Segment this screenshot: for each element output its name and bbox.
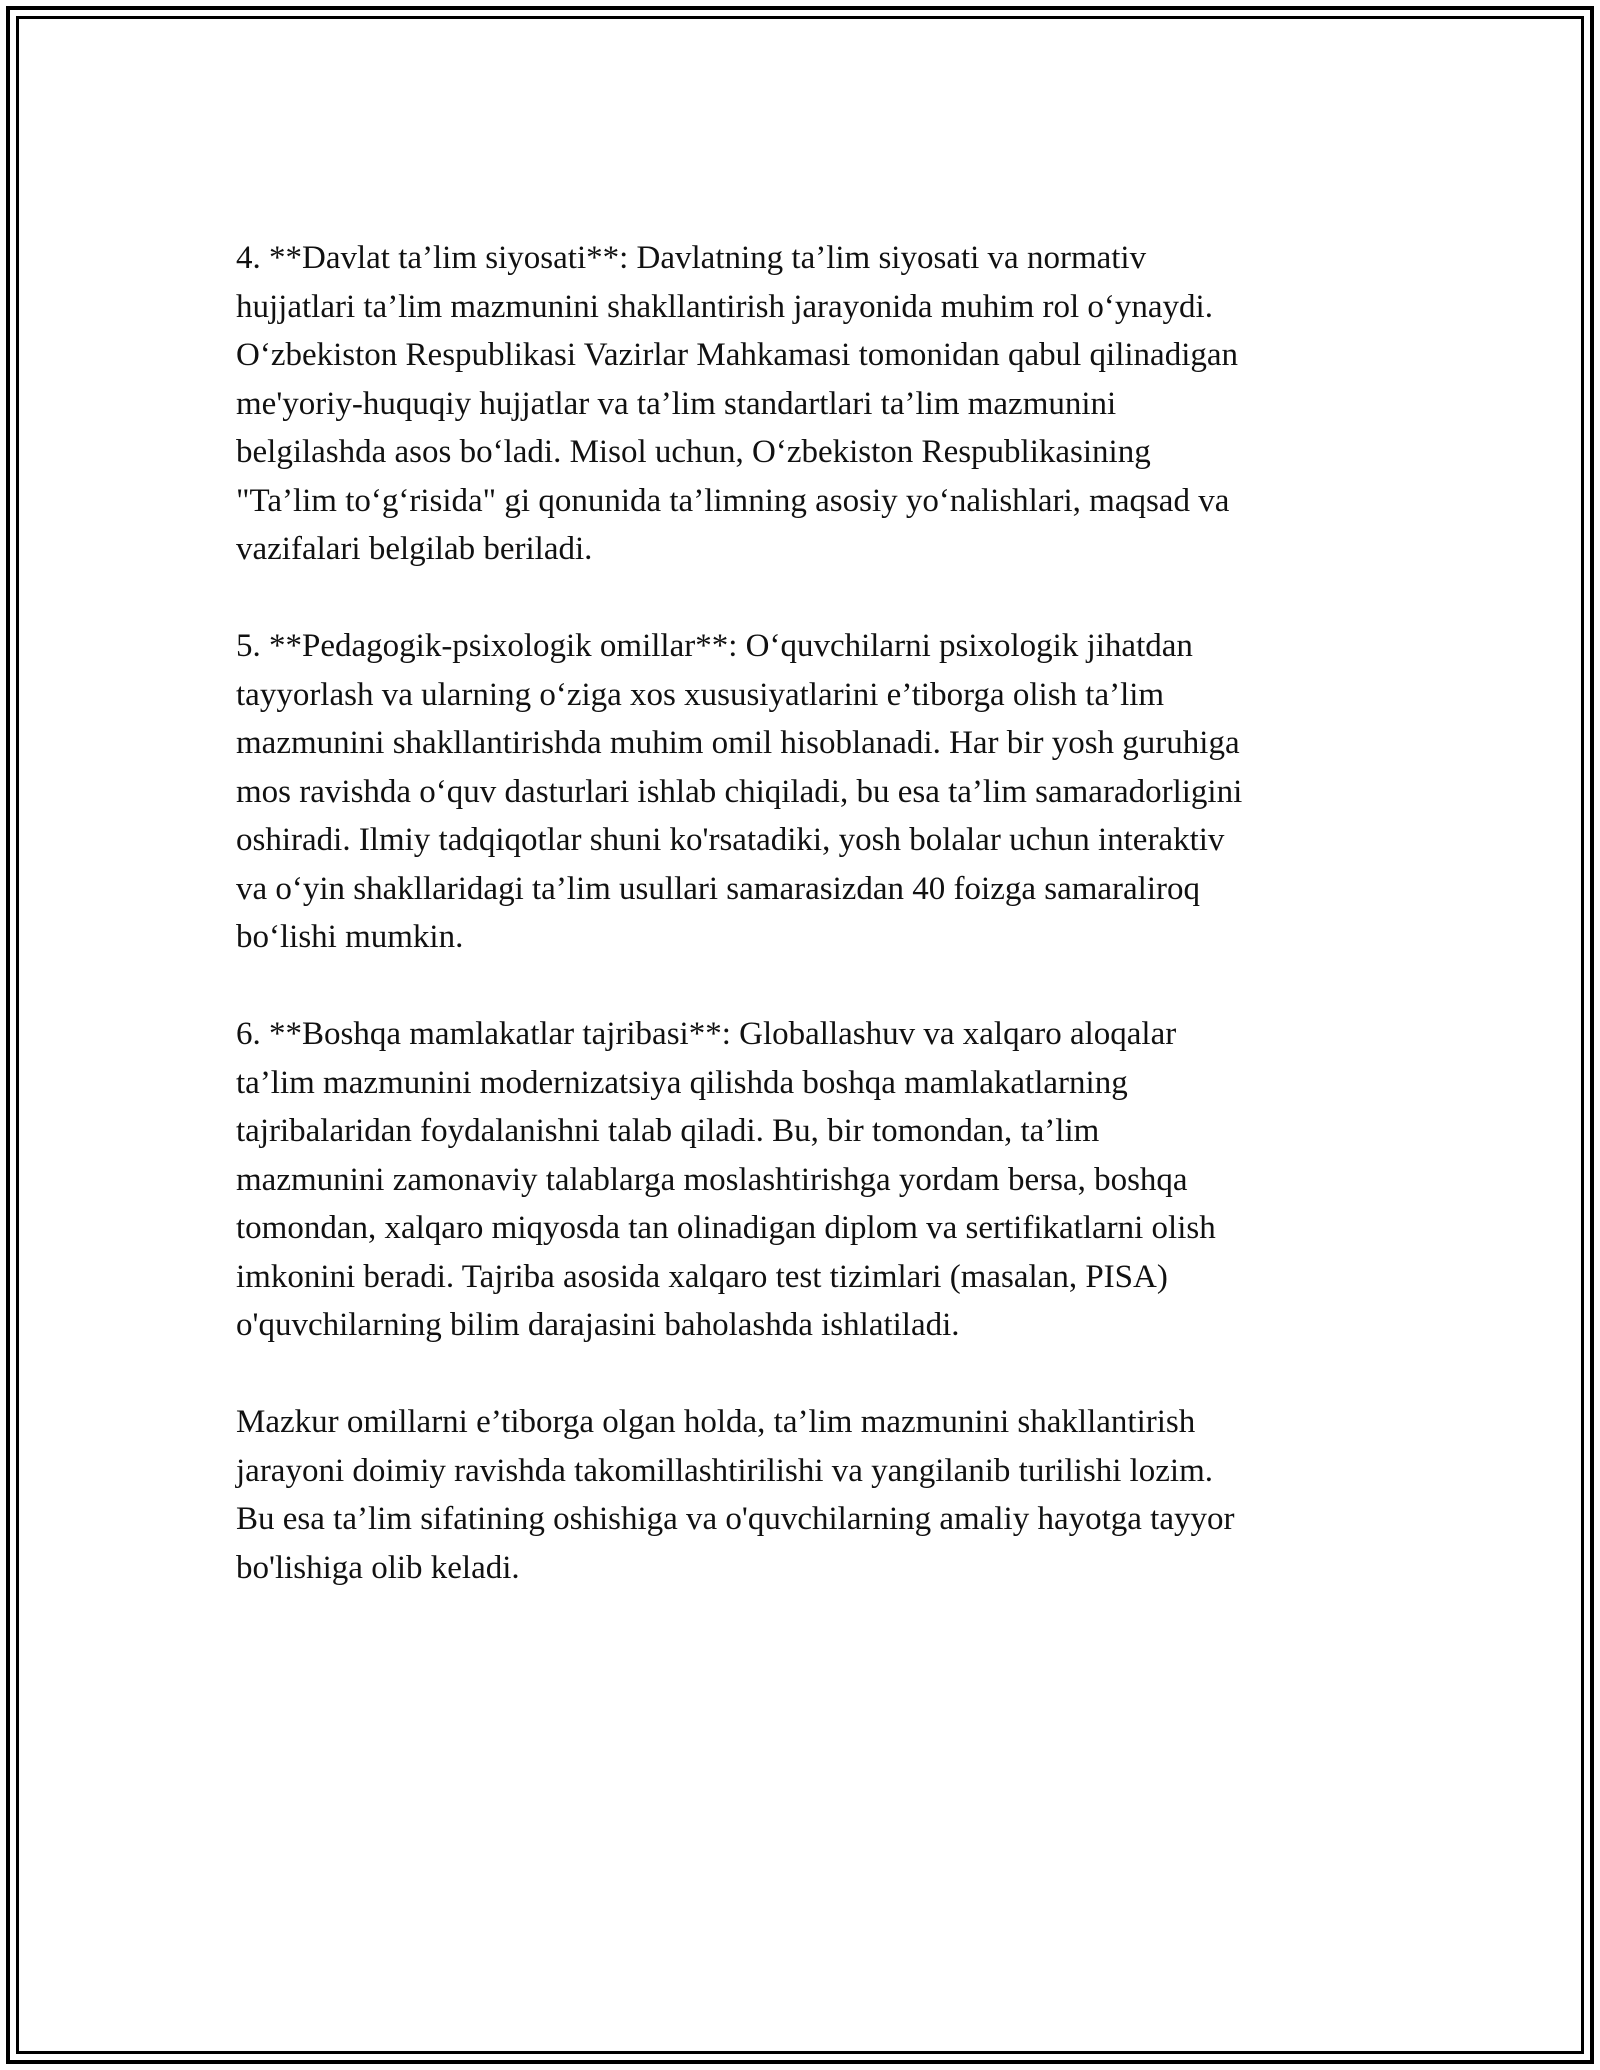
text-line: mazmunini shakllantirishda muhim omil hisoblanadi. Har bir yosh guruhiga <box>236 725 1240 761</box>
text-line: bo‘lishi mumkin. <box>236 919 464 955</box>
paragraph-boshqa-mamlakatlar-tajribasi <box>236 1010 1376 1350</box>
text-line: tajribalaridan foydalanishni talab qiladi. Bu, bir tomondan, ta’lim <box>236 1113 1100 1149</box>
text-line: me'yoriy-huquqiy hujjatlar va ta’lim standartlari ta’lim mazmunini <box>236 385 1117 422</box>
text-line: imkonini beradi. Tajriba asosida xalqaro test tizimlari (masalan, PISA) <box>236 1258 1168 1295</box>
text-line: Mazkur omillarni e’tiborga olgan holda, ta’lim mazmunini shakllantirish <box>236 1404 1196 1440</box>
paragraph-conclusion <box>236 1398 1376 1592</box>
text-line: hujjatlari ta’lim mazmunini shakllantirish jarayonida muhim rol o‘ynaydi. <box>236 288 1213 325</box>
text-line: 6. **Boshqa mamlakatlar tajribasi**: Globallashuv va xalqaro aloqalar <box>236 1016 1177 1052</box>
text-line: o'quvchilarning bilim darajasini baholashda ishlatiladi. <box>236 1307 960 1343</box>
text-line: mazmunini zamonaviy talablarga moslashtirishga yordam bersa, boshqa <box>236 1161 1188 1198</box>
text-line: O‘zbekiston Respublikasi Vazirlar Mahkamasi tomonidan qabul qilinadigan <box>236 337 1239 373</box>
text-line: Bu esa ta’lim sifatining oshishiga va o'quvchilarning amaliy hayotga tayyor <box>236 1501 1235 1537</box>
text-line: vazifalari belgilab beriladi. <box>236 531 593 567</box>
text-line: tayyorlash va ularning o‘ziga xos xususiyatlarini e’tiborga olish ta’lim <box>236 676 1165 713</box>
text-line: va o‘yin shakllaridagi ta’lim usullari samarasizdan 40 foizga samaraliroq <box>236 870 1201 907</box>
text-line: 5. **Pedagogik-psixologik omillar**: O‘quvchilarni psixologik jihatdan <box>236 628 1193 664</box>
text-line: jarayoni doimiy ravishda takomillashtirilishi va yangilanib turilishi lozim. <box>236 1452 1214 1489</box>
text-line: tomondan, xalqaro miqyosda tan olinadigan diplom va sertifikatlarni olish <box>236 1210 1216 1246</box>
text-line: mos ravishda o‘quv dasturlari ishlab chiqiladi, bu esa ta’lim samaradorligini <box>236 773 1243 810</box>
paragraph-davlat-talim-siyosati <box>236 234 1376 574</box>
paragraph-pedagogik-psixologik-omillar <box>236 622 1376 962</box>
document-body <box>236 234 1376 1592</box>
text-line: belgilashda asos bo‘ladi. Misol uchun, O‘zbekiston Respublikasining <box>236 434 1151 470</box>
text-line: ta’lim mazmunini modernizatsiya qilishda boshqa mamlakatlarning <box>236 1064 1128 1101</box>
text-line: bo'lishiga olib keladi. <box>236 1549 520 1586</box>
text-line: "Ta’lim to‘g‘risida" gi qonunida ta’limning asosiy yo‘nalishlari, maqsad va <box>236 482 1230 519</box>
text-line: oshiradi. Ilmiy tadqiqotlar shuni ko'rsatadiki, yosh bolalar uchun interaktiv <box>236 822 1225 858</box>
text-line: 4. **Davlat ta’lim siyosati**: Davlatning ta’lim siyosati va normativ <box>236 240 1147 276</box>
